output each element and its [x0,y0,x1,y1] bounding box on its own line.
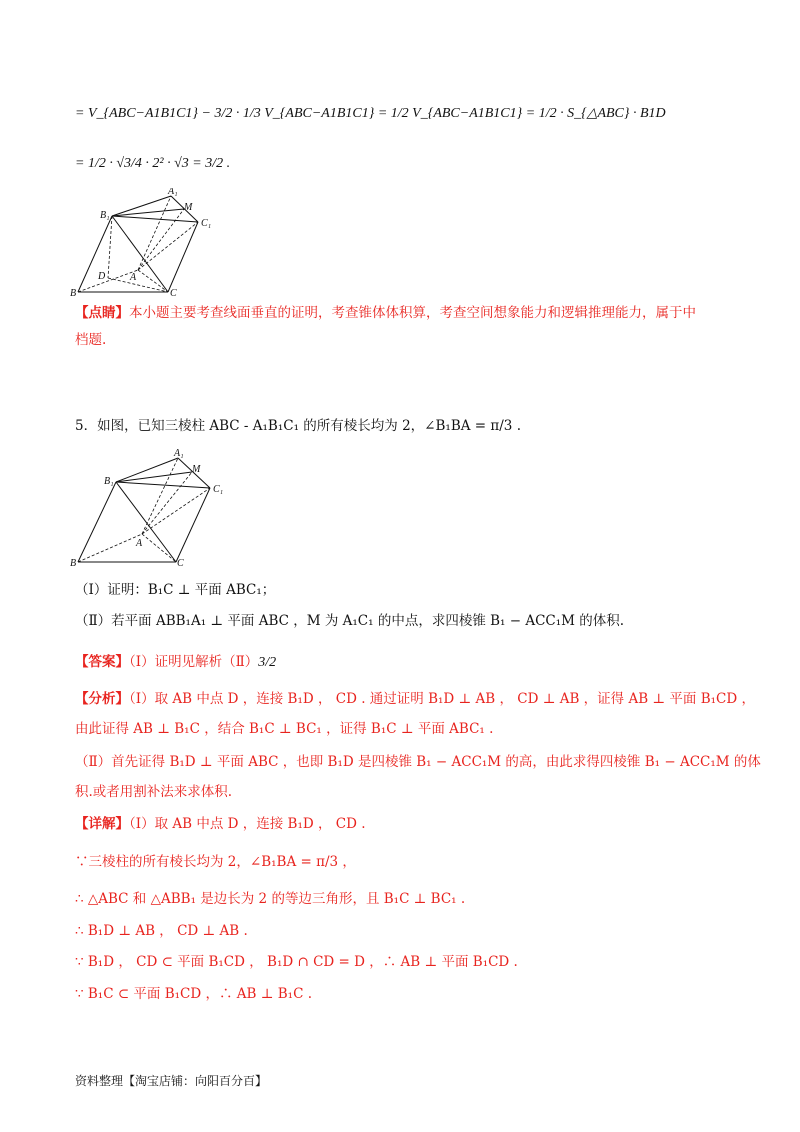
detail-line-6: ∵ B₁C ⊂ 平面 B₁CD ，∴ AB ⊥ B₁C . [75,986,312,1002]
fig1-label-c1: C₁ [201,218,212,229]
analysis-line-1 [75,688,755,710]
analysis-line-4: 积.或者用割补法来求体积. [75,784,233,800]
fig2-label-a: A [136,538,143,549]
fig2-label-c1: C₁ [213,484,224,495]
fig2-label-b1: B₁ [104,476,114,487]
detail-line-5: ∵ B₁D ， CD ⊂ 平面 B₁CD ， B₁D ∩ CD = D ，∴ AB ⊥ 平面 B₁CD . [75,954,518,970]
answer-line [75,651,276,674]
detail-text-1: （Ⅰ）取 AB 中点 D ，连接 B₁D ， CD . [129,816,366,832]
fig2-label-c: C [177,558,184,569]
analysis-line-3: （Ⅱ）首先证得 B₁D ⊥ 平面 ABC ，也即 B₁D 是四棱锥 B₁ − ACC₁M 的高，由此求得四棱锥 B₁ − ACC₁M 的体 [75,754,761,770]
fig1-label-a: A [130,272,137,283]
fig2-label-b: B [70,558,77,569]
fig2-label-m: M [192,464,201,475]
analysis-text-1: （Ⅰ）取 AB 中点 D ，连接 B₁D ， CD . 通过证明 B₁D ⊥ AB ， CD ⊥ AB ，证得 AB ⊥ 平面 B₁CD ， [129,691,755,707]
answer-text: （Ⅰ）证明见解析（Ⅱ） [129,654,259,670]
fig1-label-b1: B₁ [100,210,110,221]
dianjing-line-2: 档题. [75,332,107,348]
answer-value: 3/2 [258,655,277,670]
fig1-label-a1: A₁ [168,188,178,197]
page-footer: 资料整理【淘宝店铺：向阳百分百】 [75,1074,268,1088]
dianjing-line-1 [75,302,696,324]
fig1-label-b: B [70,288,77,298]
prism-figure-2 [70,448,230,574]
formula-line-2: = 1/2 · √3/4 · 2² · √3 = 3/2 . [75,156,231,171]
fig1-label-c: C [170,288,177,298]
formula-line-1: = V_{ABC−A1B1C1} − 3/2 · 1/3 V_{ABC−A1B1C1} = 1/2 V_{ABC−A1B1C1} = 1/2 · S_{△ABC} · B1D [75,106,666,121]
part-2: （Ⅱ）若平面 ABB₁A₁ ⊥ 平面 ABC ，M 为 A₁C₁ 的中点，求四棱锥 B₁ − ACC₁M 的体积. [75,613,625,629]
fig2-label-a1: A₁ [174,448,184,459]
prism-figure-1 [70,188,230,302]
dianjing-tag: 【点睛】 [75,305,129,321]
analysis-line-2: 由此证得 AB ⊥ B₁C ，结合 B₁C ⊥ BC₁ ，证得 B₁C ⊥ 平面 ABC₁ . [75,721,494,737]
fig1-label-d: D [98,271,106,282]
detail-line-4: ∴ B₁D ⊥ AB ， CD ⊥ AB . [75,923,248,939]
dianjing-text-1: 本小题主要考查线面垂直的证明，考查锥体体积算，考查空间想象能力和逻辑推理能力，属于中 [129,305,696,321]
detail-tag: 【详解】 [75,816,129,832]
analysis-tag: 【分析】 [75,691,129,707]
fig1-label-m: M [184,202,193,213]
detail-line-3: ∴ △ABC 和 △ABB₁ 是边长为 2 的等边三角形，且 B₁C ⊥ BC₁ . [75,891,466,907]
answer-tag: 【答案】 [75,654,129,670]
problem-statement: 5．如图，已知三棱柱 ABC - A₁B₁C₁ 的所有棱长均为 2，∠B₁BA = π/3 . [75,418,521,434]
detail-line-2: ∵三棱柱的所有棱长均为 2，∠B₁BA = π/3 ， [75,854,356,870]
part-1: （Ⅰ）证明：B₁C ⊥ 平面 ABC₁； [75,582,276,598]
detail-line-1 [75,813,366,835]
